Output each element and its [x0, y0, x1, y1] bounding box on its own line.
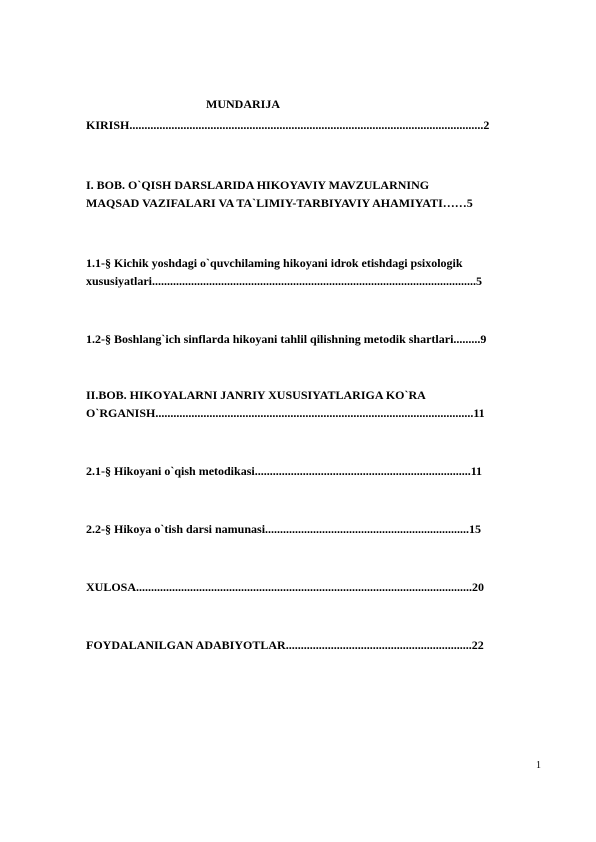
- toc-entry-line: xususiyatlari............................................................................................................5: [86, 274, 483, 288]
- toc-entry-line: 1.1-§ Kichik yoshdagi o`quvchilaming hikoyani idrok etishdagi psixologik: [86, 256, 463, 270]
- toc-entry-chapter-1: [86, 176, 553, 212]
- toc-entry-line: FOYDALANILGAN ADABIYOTLAR..............................................................22: [86, 638, 484, 652]
- page-number: 1: [536, 760, 541, 771]
- toc-entry-kirish: [86, 116, 553, 134]
- toc-entry-line: II.BOB. HIKOYALARNI JANRIY XUSUSIYATLARIGA KO`RA: [86, 388, 426, 402]
- toc-entry-section-2-2: [86, 520, 553, 538]
- toc-entry-references: [86, 636, 553, 654]
- toc-entry-line: MAQSAD VAZIFALARI VA TA`LIMIY-TARBIYAVIY AHAMIYATI……5: [86, 196, 473, 210]
- toc-entry-line: KIRISH......................................................................................................................2: [86, 118, 490, 132]
- toc-entry-xulosa: [86, 578, 553, 596]
- toc-entry-line: XULOSA................................................................................................................20: [86, 580, 485, 594]
- toc-entry-line: 1.2-§ Boshlang`ich sinflarda hikoyani tahlil qilishning metodik shartlari.........9: [86, 332, 487, 346]
- toc-title: MUNDARIJA: [206, 97, 280, 111]
- toc-entry-section-1-2: [86, 330, 553, 348]
- toc-entry-line: 2.1-§ Hikoyani o`qish metodikasi........................................................................11: [86, 464, 483, 478]
- toc-entry-section-1-1: [86, 254, 553, 290]
- toc-entry-line: O`RGANISH..........................................................................................................11: [86, 406, 485, 420]
- toc-entry-line: 2.2-§ Hikoya o`tish darsi namunasi....................................................................15: [86, 522, 482, 536]
- toc-entry-section-2-1: [86, 462, 553, 480]
- toc-entry-chapter-2: [86, 386, 553, 422]
- toc-entry-line: I. BOB. O`QISH DARSLARIDA HIKOYAVIY MAVZULARNING: [86, 178, 430, 192]
